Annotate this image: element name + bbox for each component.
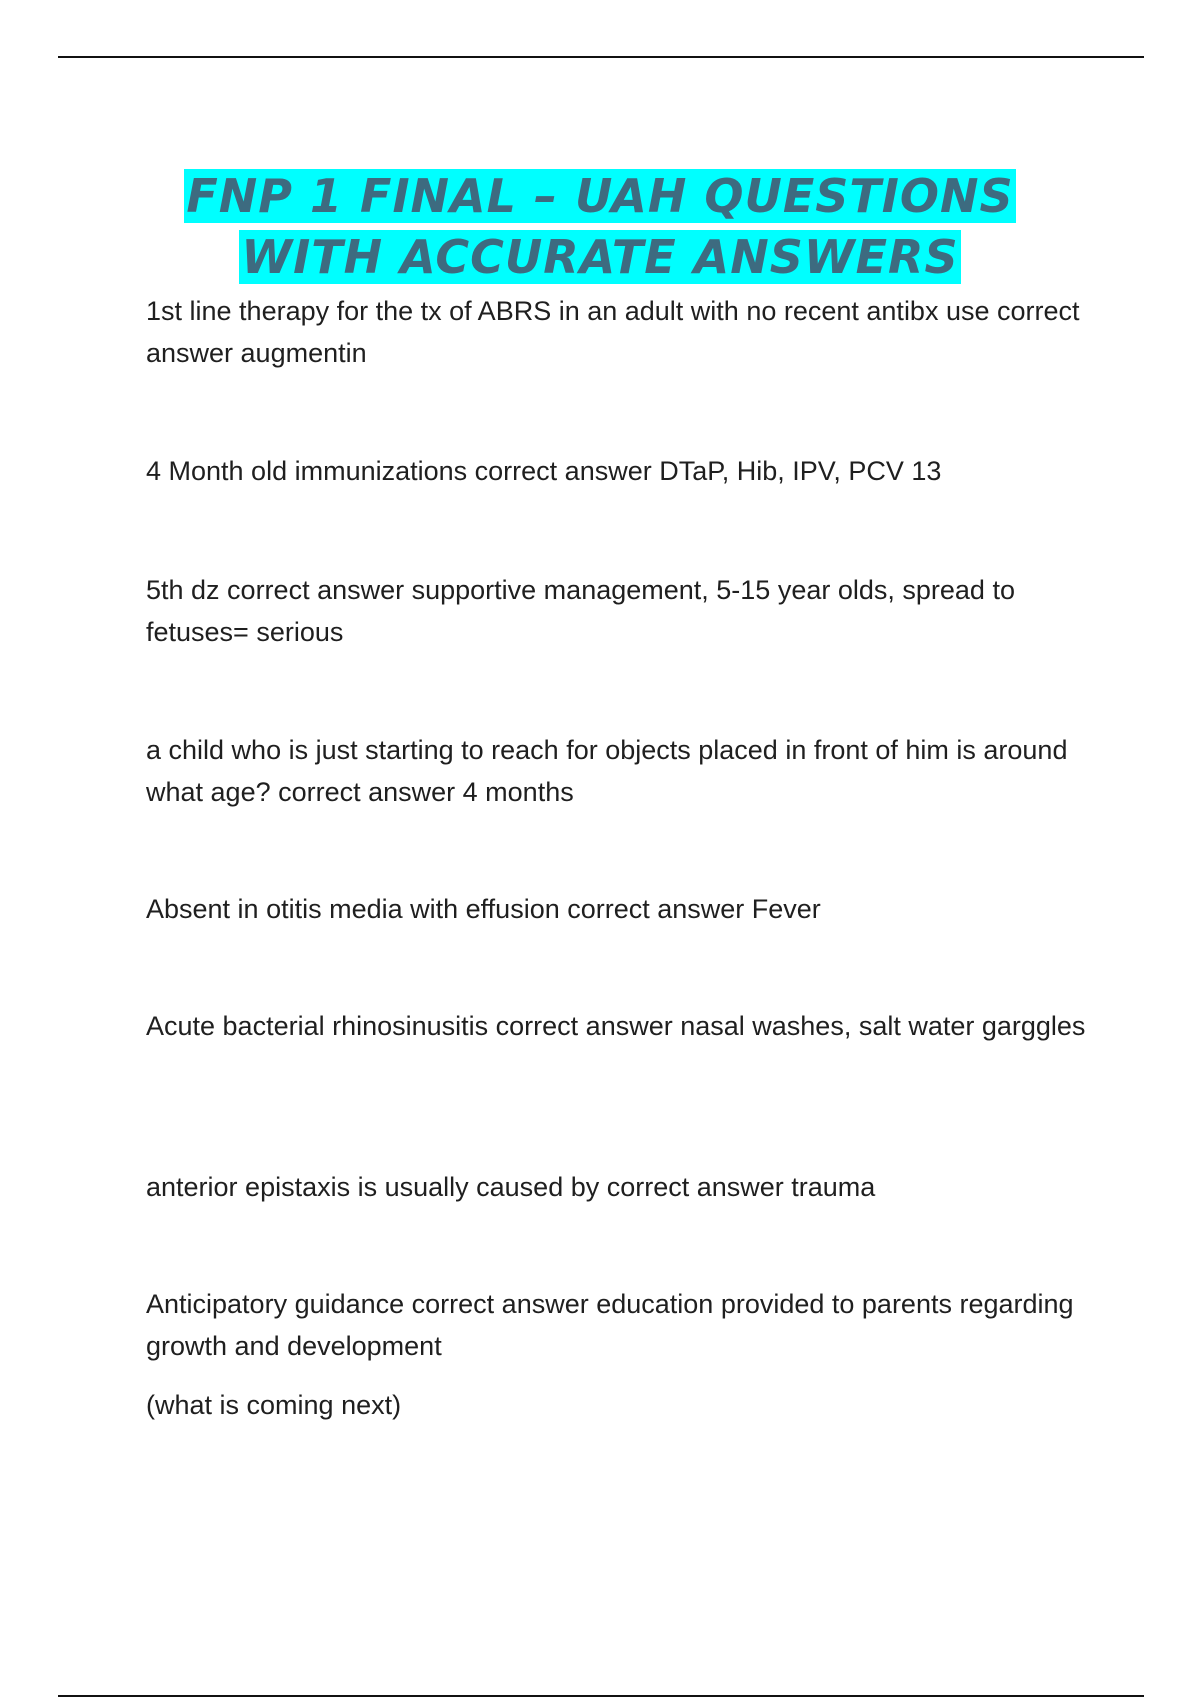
qa-item: 4 Month old immunizations correct answer DTaP, Hib, IPV, PCV 13: [146, 456, 942, 486]
qa-item: 5th dz correct answer supportive management, 5-15 year olds, spread to fetuses= serious: [146, 575, 1015, 647]
qa-item: a child who is just starting to reach for objects placed in front of him is around what age? correct answer 4 months: [146, 735, 1068, 807]
title-line-1: FNP 1 FINAL – UAH QUESTIONS: [186, 169, 1014, 223]
bottom-rule: [58, 1695, 1144, 1697]
qa-item: Acute bacterial rhinosinusitis correct answer nasal washes, salt water garggles: [146, 1011, 1086, 1041]
document-title: [100, 166, 1100, 288]
qa-item: Anticipatory guidance correct answer education provided to parents regarding growth and development: [146, 1289, 1074, 1361]
top-rule: [58, 56, 1144, 58]
qa-item: 1st line therapy for the tx of ABRS in an adult with no recent antibx use correct answer augmentin: [146, 296, 1080, 368]
qa-item: anterior epistaxis is usually caused by correct answer trauma: [146, 1172, 876, 1202]
qa-item: Absent in otitis media with effusion correct answer Fever: [146, 894, 821, 924]
title-line-2: WITH ACCURATE ANSWERS: [241, 230, 959, 284]
qa-item-note: (what is coming next): [146, 1390, 402, 1420]
